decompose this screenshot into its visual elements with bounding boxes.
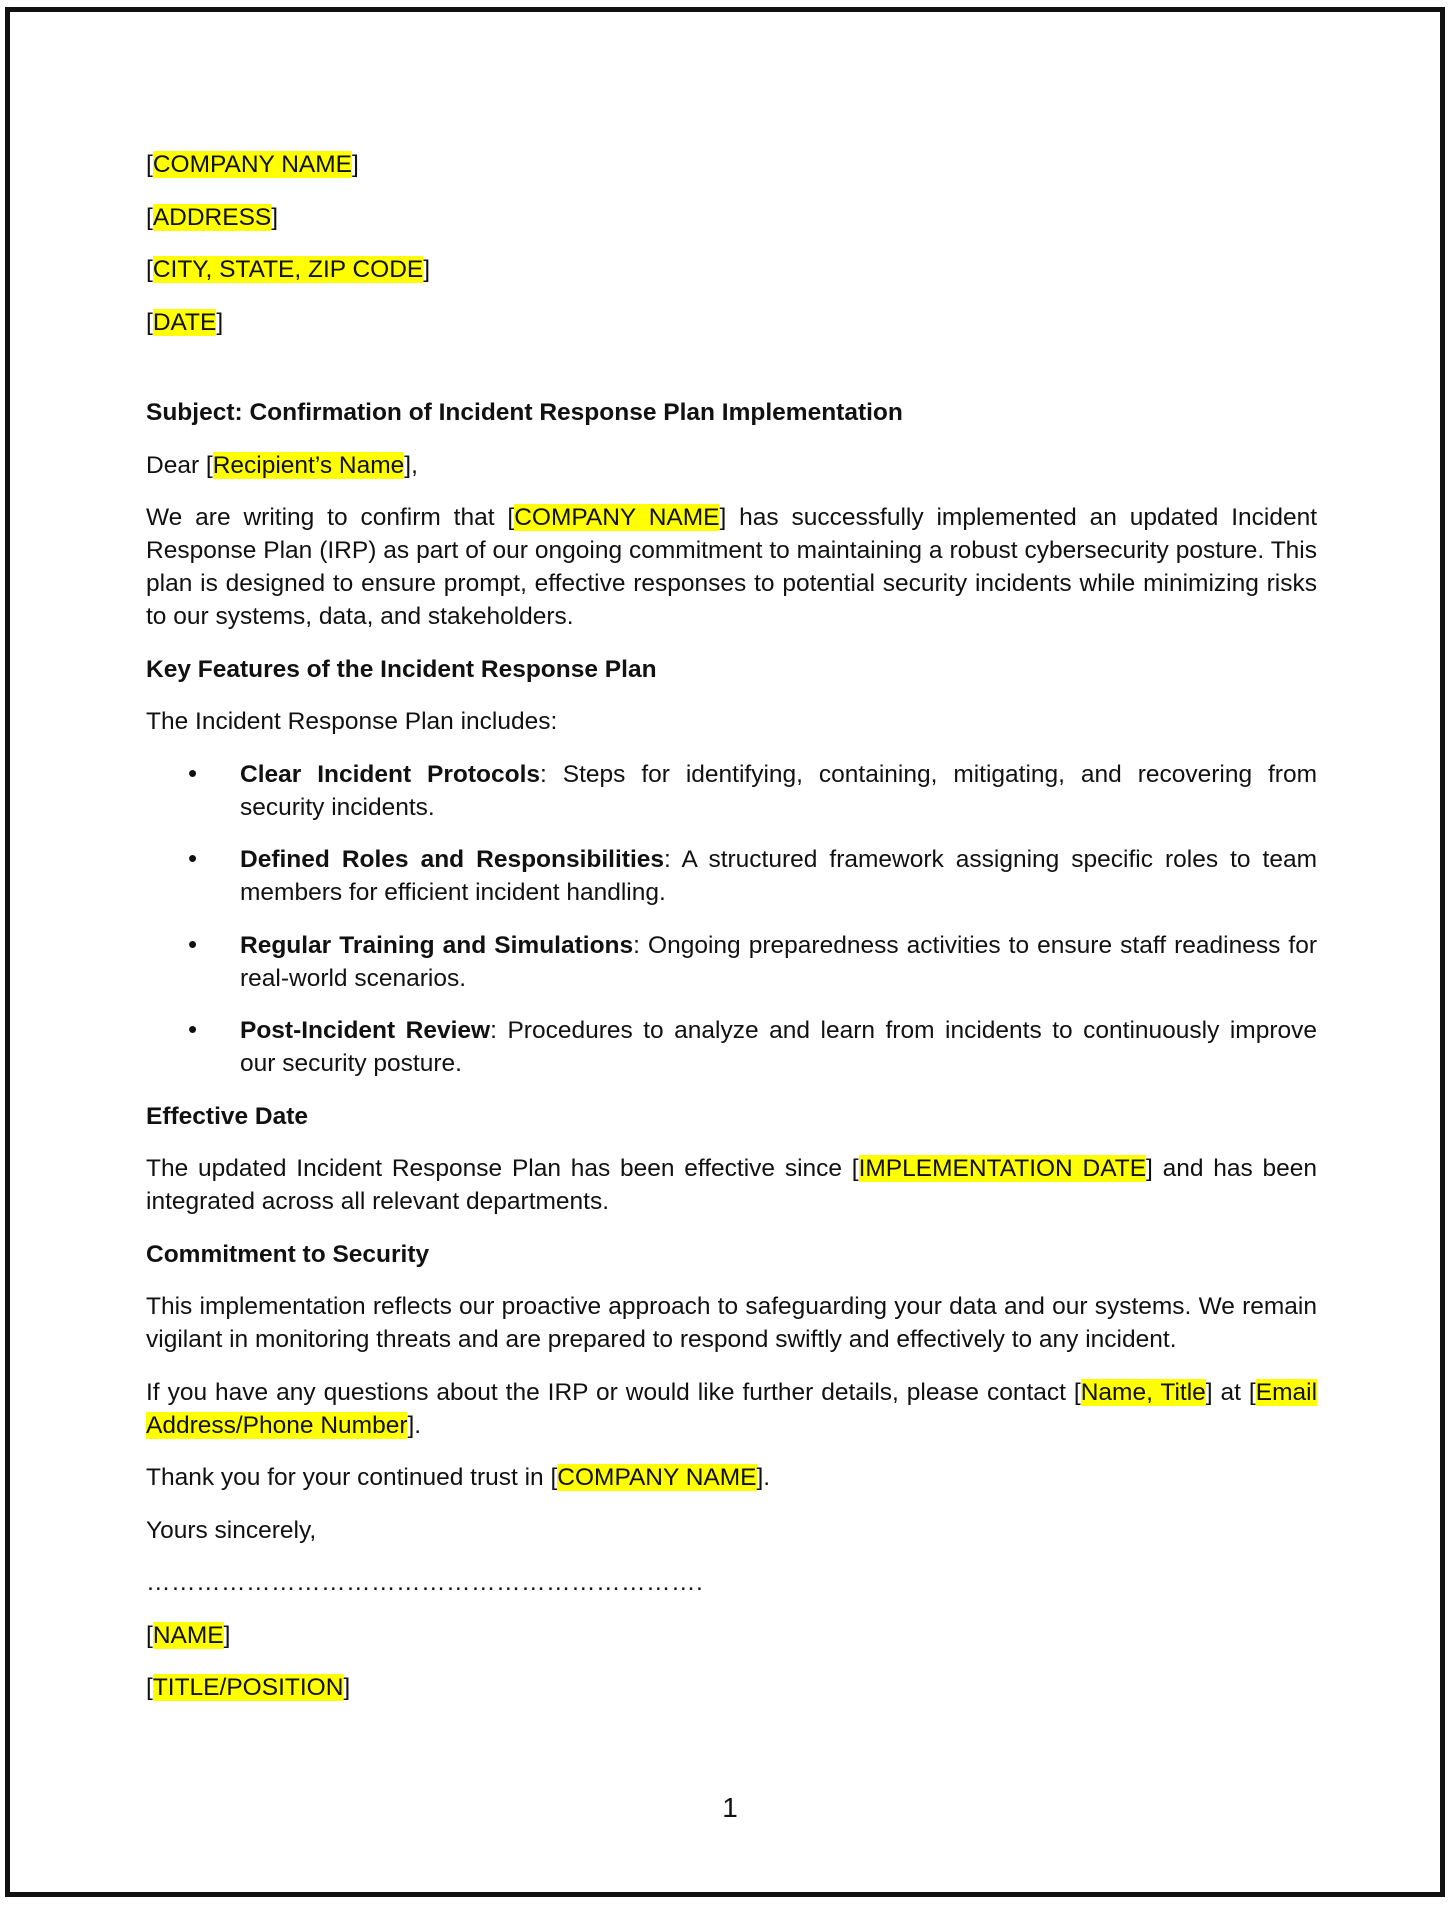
list-item: • Clear Incident Protocols: Steps for identifying, containing, mitigating, and recovering from security incidents. [188,757,1317,821]
spacer [146,358,1317,396]
date-line: [DATE] [146,308,224,336]
company-name-placeholder: COMPANY NAME [514,504,720,531]
letterhead-block [146,148,1317,339]
signatory-title-line: [TITLE/POSITION] [146,1674,351,1701]
company-name-placeholder: COMPANY NAME [557,1464,757,1491]
implementation-date-placeholder: IMPLEMENTATION DATE [858,1155,1147,1182]
company-name-placeholder: COMPANY NAME [152,151,353,178]
company-name-line: [COMPANY NAME] [146,151,359,178]
signatory-title-placeholder: TITLE/POSITION [152,1674,344,1701]
list-item: • Post-Incident Review: Procedures to analyze and learn from incidents to continuously improve our security posture. [188,1014,1317,1077]
address-placeholder: ADDRESS [152,203,272,231]
city-state-zip-placeholder: CITY, STATE, ZIP CODE [152,256,424,283]
bullet-icon: • [188,757,198,788]
salutation: Dear [Recipient’s Name], [146,451,418,479]
date-placeholder: DATE [152,308,217,336]
contact-paragraph: If you have any questions about the IRP or would like further details, please contact [Name, Title] at [Email Address/Phone Number]. [146,1378,1318,1439]
list-item: • Regular Training and Simulations: Ongoing preparedness activities to ensure staff readiness for real-world scenarios. [188,928,1317,992]
key-features-heading: Key Features of the Incident Response Plan [146,655,657,683]
subject-line: Subject: Confirmation of Incident Response Plan Implementation [146,399,903,426]
intro-paragraph: We are writing to confirm that [COMPANY NAME] has successfully implemented an updated Incident Response Plan (IRP) as part of our ongoing commitment to maintaining a robust cybersecurity posture. This plan is designed to ensure prompt, effective responses to potential security incidents while minimizing risks to our systems, data, and stakeholders. [146,504,1318,630]
contact-name-placeholder: Name, Title [1080,1378,1206,1406]
letter-body [146,148,1317,1724]
city-state-zip-line: [CITY, STATE, ZIP CODE] [146,256,431,283]
effective-date-paragraph: The updated Incident Response Plan has been effective since [IMPLEMENTATION DATE] and has been integrated across all relevant departments. [146,1155,1318,1215]
signatory-name-line: [NAME] [146,1621,231,1649]
features-list [146,758,1317,1081]
address-line: [ADDRESS] [146,203,279,231]
signature-line: …………………………………………………………. [146,1569,704,1596]
bullet-icon: • [188,1014,198,1044]
commitment-heading: Commitment to Security [146,1240,430,1268]
effective-date-heading: Effective Date [146,1102,309,1130]
contact-details-placeholder: Email Address/Phone Number [146,1378,1318,1439]
list-item: • Defined Roles and Responsibilities: A structured framework assigning specific roles to team members for efficient incident handling. [188,843,1317,906]
thanks-paragraph: Thank you for your continued trust in [COMPANY NAME]. [146,1464,771,1491]
signatory-name-placeholder: NAME [152,1621,224,1649]
bullet-icon: • [188,928,198,959]
page-number: 1 [722,1792,738,1823]
key-features-lead: The Incident Response Plan includes: [146,708,558,735]
document-page [5,7,1445,1897]
commitment-paragraph: This implementation reflects our proactive approach to safeguarding your data and our systems. We remain vigilant in monitoring threats and are prepared to respond swiftly and effectively to any incident. [146,1293,1317,1353]
bullet-icon: • [188,843,198,873]
closing: Yours sincerely, [146,1516,317,1544]
recipient-name-placeholder: Recipient’s Name [212,451,405,479]
